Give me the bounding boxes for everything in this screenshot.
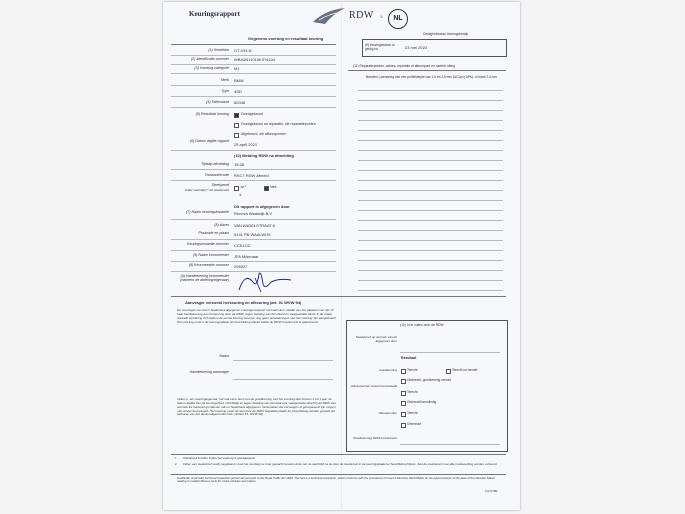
result-option-label: Afgekeurd, zie afkeurpunten	[241, 132, 286, 136]
transactiecode-value: RKC7 RDW Afmeld	[234, 173, 269, 178]
issuer-label-postcode: Postcode en plaats	[198, 231, 229, 235]
request-heading: Aanvrager verzoekt herkeuring en afkeuring (art. 91 WVW 94)	[185, 300, 302, 305]
repair-section-heading: (11) Reparatiepunten, advies, reparatie of afkeurpunt en nadere uitleg	[353, 64, 455, 68]
rdw-option-label: Terecht	[407, 368, 418, 372]
issuer-label-nummer: Keuringsinstantie-nummer	[187, 242, 229, 246]
ref-mark: ①	[380, 15, 383, 19]
rdw-option-checkbox[interactable]	[401, 412, 406, 417]
steekproef-sublabel: Indien wachttijd (* zie steekproef)	[184, 188, 229, 192]
rdw-option-checkbox[interactable]	[401, 423, 406, 428]
rdw-option-checkbox[interactable]	[446, 369, 451, 374]
rdw-option-label: Onterecht/onvolledig	[407, 400, 437, 404]
ref-mark: ②	[239, 193, 242, 197]
date-label: (6) Datum afgifte rapport	[189, 139, 229, 143]
keuring-sublabel: Geldigheidsduur keuringsbewijs	[423, 32, 469, 36]
field-label-identificatienummer: (2) Identificatie-nummer	[191, 57, 229, 61]
field-value-categorie: M1	[234, 66, 240, 71]
advice-text: Bandenl ( aanwezig met een profieldiepte van 1,6 tm 2,5 mm (AC1(rv) APK): rv band 2,4 mm	[366, 75, 497, 79]
naam-field[interactable]	[233, 360, 333, 361]
divider	[171, 44, 336, 45]
rdw-brand: RDW	[349, 10, 374, 21]
rdw-option-label: Terecht na herstel	[452, 368, 478, 372]
signature-label: (9) Handtekening keurmeester (namens de afdeling/eigenaar)	[180, 274, 229, 283]
footnote-1: Uitsluitend invullen indien het voertuig is goedgekeurd.	[183, 456, 256, 460]
steekproef-ja-checkbox[interactable]	[234, 186, 239, 191]
field-value-merk: BMW	[234, 78, 244, 83]
signature-image	[235, 268, 295, 294]
field-label-merk: Merk	[221, 78, 229, 82]
steekproef-label: Steekproef	[211, 183, 229, 187]
melding-heading: (10) Melding RDW na afmelding	[234, 153, 294, 158]
rdw-steekproef-label: Steekproef op verzoek van de afgegeven door	[355, 335, 397, 343]
rdw-option-checkbox[interactable]	[401, 391, 406, 396]
steekproef-ja-label: Ja *	[240, 185, 247, 189]
form-code: 2 R 0780-	[485, 489, 499, 493]
request-note: Indien u, als voertuigeigenaar, het niet eens bent met de goedkeuring van het voertuig dien binnen 1 tot 1 jaar na datum afgifte van de keuringsbrief, schriftelijk en tegen betaling van het daarvoor vastgestelde tarief bij de RDW een verzoek tot herkeuring indienen mits in Nederland afgegeven. Onderdelen die vervangen of gerepareerd zijn mogen niet verder beoordeeld. Het voertuig moet op aan door de RDW bepaalde plaats ter beschikking worden gesteld ten behoeve van het deskundigenonderzoek. (artikel 91, WVW 94)	[177, 397, 337, 417]
rdw-row-label: Afkeurpunten	[378, 411, 397, 415]
issuer-value-nummer: CCK1CD	[234, 243, 251, 248]
tijd-label: Tijdstip afmelding	[201, 162, 229, 166]
field-label-type: Type	[221, 89, 229, 93]
keuring-value: 23 mei 2023	[405, 45, 428, 50]
result-option-label: Goedgekeurd	[241, 112, 263, 116]
rdw-signature-field[interactable]	[400, 444, 500, 445]
result-option-checkbox[interactable]	[234, 113, 239, 118]
footnote-marker: 1	[175, 456, 177, 460]
field-value-kenteken: GT-033-N	[234, 48, 252, 53]
issuer-value-naam: Renova Waalwijk B.V	[234, 211, 273, 216]
result-option-checkbox[interactable]	[234, 133, 239, 138]
issuer-value-keurmeesternummer: 206327	[234, 264, 248, 269]
field-value-identificatienummer: WBA3N11010K3?4104	[234, 57, 276, 62]
result-label: (5) Resultaat keuring	[195, 112, 229, 116]
field-value-type: 4SD	[234, 89, 242, 94]
rdw-option-label: Onterecht	[407, 422, 421, 426]
issuer-label-keurmeester: (9) Naam keurmeester	[193, 253, 229, 257]
rdw-option-checkbox[interactable]	[401, 401, 406, 406]
fold-line	[341, 2, 342, 510]
issuer-label-naam: (7) Naam keuringsinstantie	[186, 210, 229, 214]
section-heading-vehicle: Gegevens voertuig en resultaat keuring	[248, 36, 324, 41]
rdw-option-label: Terecht	[407, 411, 418, 415]
steekproef-nee-checkbox[interactable]	[264, 186, 269, 191]
field-label-tellerstand: (4) Tellerstand	[206, 100, 229, 104]
inspection-report-page	[163, 2, 520, 510]
issuer-heading: Dit rapport is afgegeven door	[234, 204, 290, 209]
document-title: Keuringsrapport	[189, 10, 240, 18]
issuer-value-keurmeester: JFA Molenaar	[234, 254, 259, 259]
transactiecode-label: Transactiecode	[204, 173, 229, 177]
field-value-tellerstand: 82048	[234, 100, 246, 105]
rdw-option-checkbox[interactable]	[401, 369, 406, 374]
rdw-row-label: Advies/punten terecht beoordeeld	[350, 384, 397, 388]
certificate-text: Certificate of periodic technical inspection performed pursuant to the Road Traffic Act 1994. The text is a technical inspection, which conforms with the provisions of Council Directive 2014/45/EU on the approximation of the laws of the Member States relating to roadworthiness tests for motor vehicles and trailers.	[177, 476, 495, 484]
date-value: 25 april 2021	[234, 142, 258, 147]
issuer-value-postcode: 5141 PB WAALWIJK	[234, 232, 271, 237]
result-option-label: Goedgekeurd na reparatie, zie reparatiepunten	[241, 122, 316, 126]
request-body: De voertuiger van het in Nederland afgegeven voertuigenrapport verzoekt door middel van het plaatsen van zijn of haar handtekening een herkeuring door de RDW, tegen betaling van het daarvoor vastgestelde tarief. Ik de onder staande verklaring zich tijdens de eerste keuring bevond, nog geen veranderingen van het voertuig zijn aangebracht. Het voertuig moet u de keuringsplaats ter beschikking blijven totdat de RDW functionaris is gearriveerd.	[177, 308, 337, 324]
keuring-label: (9) Keuringsdatum is geldig tot	[365, 43, 395, 51]
field-label-categorie: (3) Voertuig-categorie	[194, 66, 229, 70]
rdw-option-checkbox[interactable]	[401, 379, 406, 384]
footnote-2: Indien een steekproef wordt toegekend, moet het voertuig na zoter gewacht tot aan einde van de wachttijd na de door de steekproef in de keuringsplaats ter beschikking blijven. Aan de steekproef moet alle medewerking worden verleend.	[183, 462, 498, 466]
rdw-box-heading: (10) In te vullen door de RDW	[400, 323, 444, 327]
steekproef-nee-label: Nee	[270, 185, 277, 189]
country-mark: NL	[388, 9, 408, 29]
rdw-option-label: Terecht	[407, 390, 418, 394]
naam-label: Naam	[219, 354, 229, 358]
field-label-kenteken: (1) Kenteken	[208, 48, 229, 52]
issuer-label-keurmeesternummer: (9) Keurmeester-nummer	[188, 263, 229, 267]
handtekening-label: Handtekening aanvrager	[189, 370, 229, 374]
result-option-checkbox[interactable]	[234, 123, 239, 128]
rdw-logo-icon	[311, 6, 347, 26]
tijd-value: 15:38	[234, 162, 245, 167]
handtekening-field[interactable]	[233, 379, 333, 380]
issuer-value-adres: VAN ANDELSTRAAT 8	[234, 223, 275, 228]
rdw-option-label: Onterecht, goedkeuring vervalt	[407, 378, 451, 382]
rdw-signature-label: Handtekening RDW functionaris	[352, 436, 397, 440]
rdw-resultaat-label: Resultaat	[401, 356, 417, 360]
footnote-marker: 2	[175, 462, 177, 466]
rdw-row-label: Goedkeuring	[379, 368, 397, 372]
issuer-label-adres: (8) Adres	[214, 223, 229, 227]
